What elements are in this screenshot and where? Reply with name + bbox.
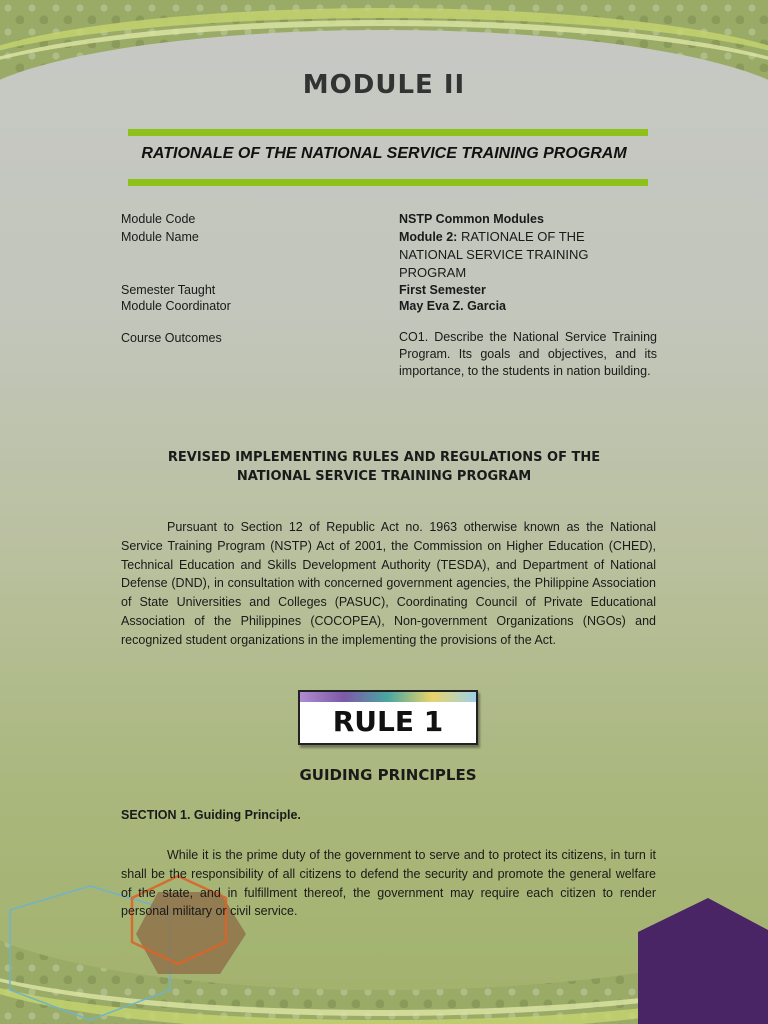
module-name-line3: PROGRAM bbox=[399, 265, 467, 280]
outcomes-value: CO1. Describe the National Service Training Program. Its goals and objectives, and its importance, to the students in nation building. bbox=[399, 330, 657, 378]
module-name-line2: NATIONAL SERVICE TRAINING bbox=[399, 247, 589, 262]
title-divider-top bbox=[128, 129, 648, 136]
coordinator-value: May Eva Z. Garcia bbox=[399, 299, 507, 313]
irr-heading-line2: NATIONAL SERVICE TRAINING PROGRAM bbox=[236, 469, 532, 484]
module-title: MODULE II bbox=[302, 70, 466, 100]
irr-paragraph: Pursuant to Section 12 of Republic Act no. 1963 otherwise known as the National Service Training Program (NSTP) Act of 2001, the Commission on Higher Education (CHED), Technical Education and Skills Development Authority (TESDA), and Department of National Defense (DND), in consultation with concerned government agencies, the Philippine Association of State Universities and Colleges (PASUC), Coordinating Council of Private Educational Association of the Philippines (COCOPEA), Non-government Organizations (NGOs) and recognized student organizations in the implementing the provisions of the Act. bbox=[121, 520, 656, 647]
rule-label: RULE 1 bbox=[332, 705, 444, 738]
module-name-number: Module 2: bbox=[399, 230, 458, 244]
module-name-line1: RATIONALE OF THE bbox=[457, 229, 585, 244]
rule-banner bbox=[298, 690, 478, 745]
semester-value: First Semester bbox=[399, 283, 486, 297]
semester-label: Semester Taught bbox=[121, 283, 216, 297]
outcomes-label: Course Outcomes bbox=[121, 331, 222, 345]
module-code-label: Module Code bbox=[121, 212, 196, 226]
module-code-value: NSTP Common Modules bbox=[399, 212, 544, 226]
coordinator-label: Module Coordinator bbox=[121, 299, 231, 313]
irr-heading-line1: REVISED IMPLEMENTING RULES AND REGULATIONS OF THE bbox=[167, 450, 601, 465]
section-paragraph: While it is the prime duty of the government to serve and to protect its citizens, in turn it shall be the responsibility of all citizens to defend the security and promote the general welfare of the state, and in fulfillment thereof, the government may require each citizen to render personal military or civil service. bbox=[121, 848, 656, 919]
title-divider-bottom bbox=[128, 179, 648, 186]
section-heading: SECTION 1. Guiding Principle. bbox=[121, 808, 301, 822]
rule-banner-stripe bbox=[300, 692, 476, 702]
module-name-value bbox=[399, 228, 657, 282]
module-subtitle: RATIONALE OF THE NATIONAL SERVICE TRAINING PROGRAM bbox=[141, 145, 627, 162]
rule-title: GUIDING PRINCIPLES bbox=[299, 766, 477, 784]
module-name-label: Module Name bbox=[121, 230, 199, 244]
